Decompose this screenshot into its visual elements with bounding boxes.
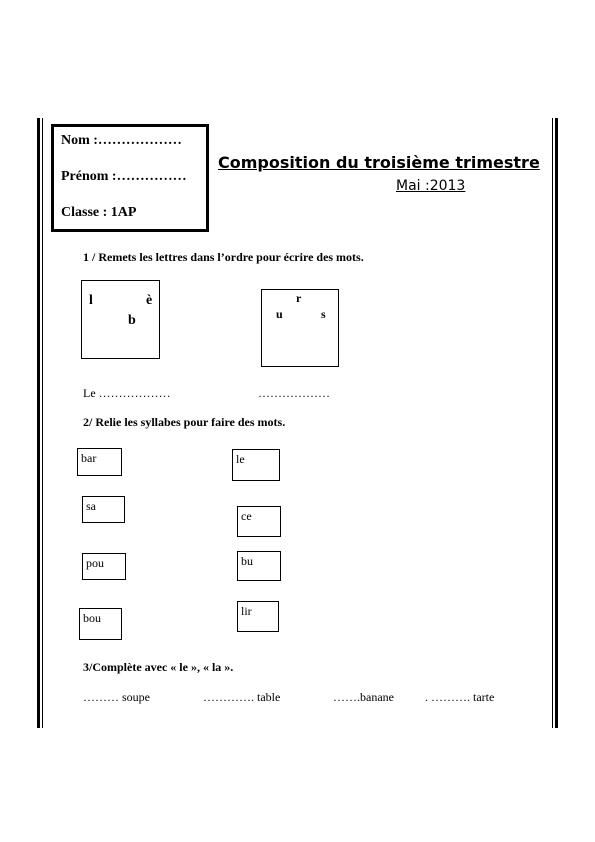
student-info-box: [51, 124, 209, 232]
syllable-left-pou[interactable]: pou: [82, 553, 126, 580]
letter-box-1: [81, 280, 160, 359]
letter: r: [296, 291, 302, 305]
letter: b: [128, 313, 136, 328]
page-title: Composition du troisième trimestre: [218, 153, 540, 172]
q1-answer-1[interactable]: Le ………………: [83, 386, 171, 400]
syllable-right-le[interactable]: le: [232, 449, 280, 481]
letter: u: [276, 307, 283, 321]
syllable-left-sa[interactable]: sa: [82, 496, 125, 523]
syllable-right-ce[interactable]: ce: [237, 506, 281, 537]
exam-date: Mai :2013: [396, 178, 466, 194]
letter: l: [89, 293, 93, 308]
syllable-left-bar[interactable]: bar: [77, 448, 122, 476]
q3-instruction: 3/Complète avec « le », « la ».: [83, 660, 234, 674]
left-border-thin: [42, 118, 43, 728]
right-border-thick: [555, 118, 558, 728]
letter: è: [146, 293, 153, 308]
q1-instruction: 1 / Remets les lettres dans l’ordre pour écrire des mots.: [83, 250, 364, 264]
q2-instruction: 2/ Relie les syllabes pour faire des mots.: [83, 415, 286, 429]
q3-item-table[interactable]: …………. table: [203, 690, 281, 704]
syllable-left-bou[interactable]: bou: [79, 608, 122, 640]
nom-field[interactable]: Nom :………………: [61, 133, 182, 148]
classe-label: Classe : 1AP: [61, 205, 137, 220]
right-border-thin: [552, 118, 553, 728]
q3-item-banane[interactable]: …….banane: [333, 690, 394, 704]
q3-item-tarte[interactable]: . ………. tarte: [425, 690, 495, 704]
prenom-field[interactable]: Prénom :……………: [61, 169, 187, 184]
letter-box-2: [261, 289, 339, 367]
syllable-right-bu[interactable]: bu: [237, 551, 281, 581]
syllable-right-lir[interactable]: lir: [237, 601, 279, 632]
q1-answer-2[interactable]: ………………: [258, 386, 330, 400]
left-border-thick: [37, 118, 40, 728]
letter: s: [321, 307, 326, 321]
q3-item-soupe[interactable]: ……… soupe: [83, 690, 150, 704]
